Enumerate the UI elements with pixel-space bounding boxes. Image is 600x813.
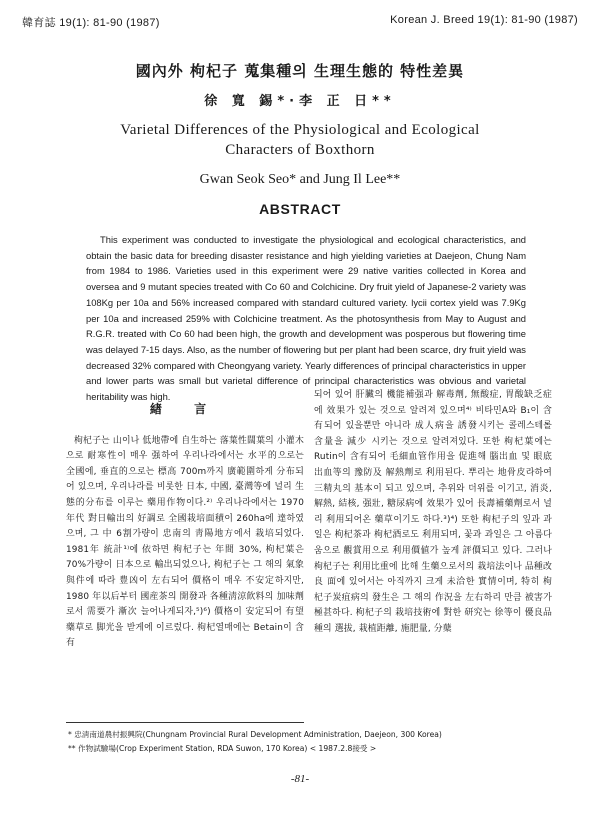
- english-authors: Gwan Seok Seo* and Jung Il Lee**: [199, 172, 401, 187]
- running-head: [22, 14, 578, 30]
- footnote-affiliation-1: * 忠淸南道農村振興院(Chungnam Provincial Rural Development Administration, Daejeon, 300 Korea): [68, 730, 442, 739]
- journal-citation-english: Korean J. Breed 19(1): 81-90 (1987): [390, 14, 578, 26]
- footnotes: [68, 728, 568, 756]
- journal-citation-korean: 韓育誌 19(1): 81-90 (1987): [22, 17, 160, 29]
- introduction-right-text: 되어 있어 肝臟의 機能補强과 解毒劑, 無酸症, 胃酸缺乏症에 效果가 있는 것으로 알려져 있으며⁴⁾ 비타민A와 B₁이 含有되어 있을뿐만 아니라 成人病을 誘發시키는 콜레스테롤 含量을 減少 시키는 것으로 알려져있다. 또한 枸杞葉에는 Rutin이 含有되어 毛細血管作用을 促進해 腦出血 및 眼底出血等의 豫防及 解熱劑로 利用된다. 뿌리는 地骨皮라하여 三精丸의 基本이 되고 있으며, 추위와 더위를 이기고, 消炎, 解熱, 結核, 强壯, 糖尿病에 效果가 있어 長壽補藥劑로서 널리 利用되어온 藥草이기도 하다.³)⁴) 또한 枸杞子의 잎과 과일은 枸杞茶과 枸杞酒로도 利用되며, 꽃과 과일은 그 아름다움으로 觀賞用으로 利用價値가 높게 評價되고 있다. 그러나 枸杞子는 利用比重에 比해 生藥으로서의 栽培法이나 品種改良 面에 있어서는 아직까지 크게 未洽한 實情이며, 特히 枸杞子炭疽病의 發生은 그 해의 作況을 左右하리 만큼 被害가 極甚하다. 枸杞子의 栽培技術에 對한 研究는 徐等이 優良品種의 選拔, 栽植距離, 施肥量, 分蘖: [314, 390, 552, 634]
- korean-title: 國內外 枸杞子 蒐集種의 生理生態的 特性差異: [135, 62, 465, 80]
- page-number: -81-: [290, 773, 310, 785]
- footnote-affiliation-2: ** 作物試驗場(Crop Experiment Station, RDA Suwon, 170 Korea) < 1987.2.8接受 >: [68, 744, 377, 753]
- introduction-left-text: 枸杞子는 山이나 低地帶에 自生하는 落葉性闊葉의 小灌木으로 耐寒性이 매우 强하여 우리나라에서는 水平的으로는 全國에, 垂直的으로는 標高 700m까지 廣範圍하게 分布되어 있으며, 우리나라를 비롯한 日本, 中國, 臺灣等에 널리 生態的分布를 이루는 藥用作物이다.²⁾ 우리나라에서는 1970年代 對日輸出의 好調로 全國栽培面積이 260ha에 達하였으며, 그 中 6割가량이 忠南의 靑陽地方에서 栽培되었다. 1981年 統計¹⁾에 依하면 枸杞子는 年間 30%, 枸杞葉은 70%가량이 日本으로 輸出되었으나, 枸杞子는 그 해의 氣象與件에 따라 豊凶이 左右되어 價格이 매우 不安定하지만, 1980 年以后부터 國産茶의 開發과 各種淸涼飮料의 加味劑로서 需要가 漸次 늘어나게되자,⁵)⁶) 價格이 安定되어 有望藥草로 脚光을 받게에 이르렀다. 枸杞열매에는 Betain이 含有: [66, 435, 304, 649]
- footnote-rule: [66, 722, 304, 723]
- abstract-body: This experiment was conducted to investigate the physiological and ecological characteristics, and obtain the basic data for breeding disaster resistance and high yielding varieties at Daejeon, Chung Nam from 1984 to 1986. Varieties used in this experiment were 29 native varities collected in Korea and oversea and 9 mutant species treated with Co 60 and Colchicine. Dry fruit yield of Japanese-2 variety was 108Kg per 10a and 56% increased compared with standard cultured variety. lycii cortex yield was 7.9Kg per 10a and increased 259% with Colchicine treatment. As the photosynthesis from May to August and R.G.R. treated with Co 60 had been high, the growth and development was posperous but flowering time was delayed 7-15 days. Also, as the number of flowering but per plant had been scarce, dry fruit yield was decreased 32% compared with Cheongyang variety. Yearly differences of principal characteristics in upper and lower parts was small but varietal difference of principal characteristics was obvious and varietal heritability was high.: [86, 234, 526, 403]
- english-title-line-2: Characters of Boxthorn: [225, 142, 375, 158]
- korean-authors: 徐 寬 錫*·李 正 日**: [204, 94, 396, 109]
- introduction-left-column: [66, 392, 304, 652]
- introduction-right-column: [314, 388, 552, 638]
- english-title: [0, 120, 600, 160]
- abstract-heading: ABSTRACT: [259, 201, 341, 217]
- english-title-line-1: Varietal Differences of the Physiological and Ecological: [120, 122, 480, 138]
- introduction-heading: 緖 言: [149, 402, 221, 416]
